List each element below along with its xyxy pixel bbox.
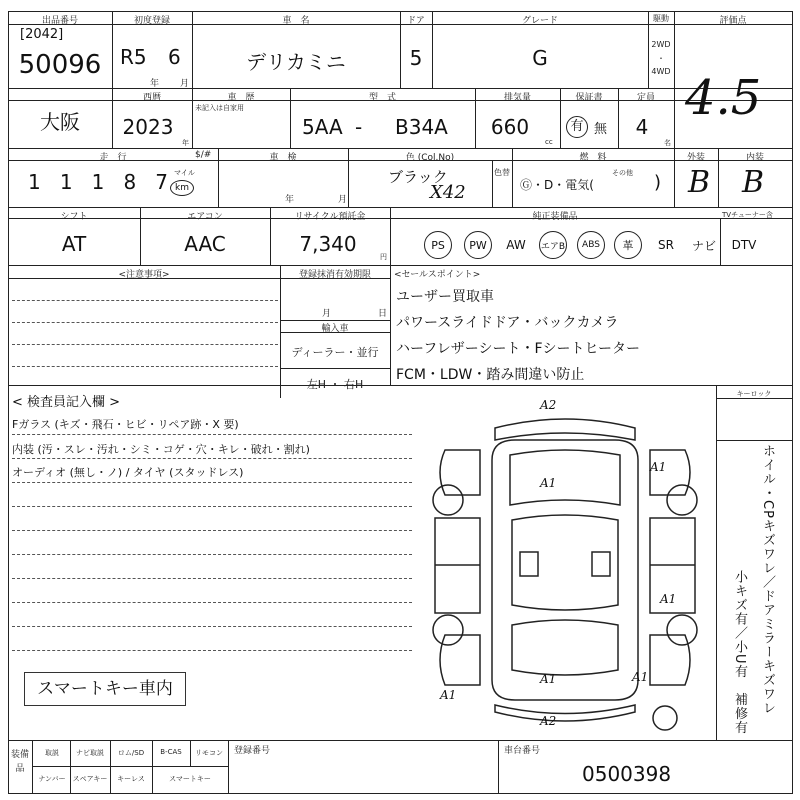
lot-sub: [2042] [20,27,64,42]
interior-label: 内装 [745,153,764,163]
mileage-digit: 1 [28,170,41,194]
car-name-label: 車 名 [282,16,310,26]
inspection-line-interior: 内装 (汚・スレ・汚れ・シミ・コゲ・穴・キレ・破れ・割れ) [12,443,310,456]
acc-number: ナンバー [38,775,66,783]
chassis-label: 車台番号 [504,746,541,756]
car-name: デリカミニ [246,50,346,74]
shift-label: シフト [60,212,88,222]
tv-tuner-label: TVチューナー含 [722,211,773,219]
reg-month: 月 [322,309,332,319]
damage-mark: A2 [540,398,557,412]
equip-navi: ナビ [691,238,716,253]
year-unit: 年 [150,79,160,89]
sales-point: ユーザー買取車 [396,289,494,305]
acc-bcas: B-CAS [160,748,182,756]
drive-label: 駆動 [653,14,669,23]
first-reg-era: R5 [120,45,147,69]
drive-2wd: 2WD [651,40,671,49]
side-remark-1: ホイル・CPキズワレ／ドアミラーキズワレ [760,444,775,715]
color-number: X42 [430,182,466,203]
handwritten-note: スマートキー車内 [24,672,186,706]
color-label: 色 (Col.No) [405,153,455,163]
eval-label: 評価点 [719,16,747,26]
side-remark-2: 小キズ有／小U有 補修有 [732,570,747,735]
first-reg-label: 初度登録 [133,16,170,26]
capacity-label: 定員 [636,93,655,103]
mileage [28,170,168,194]
fuel-options: Ⓖ・D・電気( [520,178,594,192]
door-count: 5 [409,46,423,70]
history-note: 未記入は自家用 [195,104,244,112]
displacement-label: 排気量 [503,93,531,103]
equip-aw: AW [506,238,526,252]
interior-grade: B [742,165,765,200]
type-label: 型 式 [368,93,396,103]
sales-point: ハーフレザーシート・Fシートヒーター [396,341,640,357]
cc-unit: cc [545,138,553,146]
color-change-label: 色替 [494,168,510,177]
mile-unit: マイル [174,169,195,177]
damage-mark: A2 [540,714,557,728]
km-unit: km [170,180,194,196]
reg-day: 日 [378,309,388,319]
inspection-title: < 検査員記入欄 > [12,395,121,410]
equip-sr: SR [658,238,674,252]
drive-dot: ・ [657,54,665,63]
chassis-number: 0500398 [582,762,672,786]
acc-manual: 取説 [45,749,59,757]
color: ブラック [388,168,448,186]
equip-ps: PS [422,230,454,260]
ac: AAC [184,232,226,256]
exterior-label: 外装 [686,153,705,163]
exterior-grade: B [688,165,711,200]
recycle-label: リサイクル預託金 [294,212,366,222]
acc-rom-sd: ロム/SD [117,749,145,757]
shift: AT [61,232,87,256]
type-dash: - [355,115,363,139]
recycle-fee: 7,340 [299,232,357,256]
equip-abs: ABS [574,230,608,260]
warranty-label: 保証書 [575,93,603,103]
acc-smart-key: スマートキー [169,775,211,783]
capacity-unit: 名 [664,139,671,147]
inspection-label: 車 検 [269,153,297,163]
damage-mark: A1 [632,670,649,684]
mileage-label: 走 行 [99,153,127,163]
type-prefix: 5AA [302,115,343,139]
region: 大阪 [40,110,80,134]
mileage-digit: 8 [123,170,137,194]
damage-mark: A1 [660,592,677,606]
displacement: 660 [490,115,530,139]
caution-label: <注意事項> [118,270,170,280]
import-label: 輸入車 [321,324,349,334]
keylock-label: キーロック [736,390,772,398]
lot-label: 出品番号 [41,16,78,26]
sales-point-label: <セールスポイント> [394,270,481,280]
acc-navi-manual: ナビ取説 [76,749,104,757]
accessories-label: 装備品 [10,750,29,774]
equip-leather: 革 [612,230,644,260]
equip-airbag: エアB [536,230,570,260]
sales-point: パワースライドドア・バックカメラ [396,315,619,331]
acc-remote: リモコン [195,749,223,757]
grade-label: グレード [521,16,558,26]
sales-point: FCM・LDW・踏み間違い防止 [396,367,585,383]
car-damage-diagram [420,400,710,735]
acc-keyless: キーレス [117,775,145,783]
damage-mark: A1 [440,688,457,702]
inspection-line-audio: オーディオ (無し・ノ) / タイヤ (スタッドレス) [12,466,244,479]
import-dealer: ディーラー・並行 [291,346,379,359]
type-code: B34A [395,115,448,139]
capacity: 4 [635,115,649,139]
month-unit: 月 [180,79,190,89]
mileage-digit: 7 [155,170,168,194]
equip-dtv: DTV [731,238,757,252]
eval-score: 4.5 [685,70,762,126]
fuel-other: その他 [612,169,633,177]
mileage-digit: 1 [59,170,73,194]
drive-4wd: 4WD [651,67,671,76]
inspection-line-glass: Fガラス (キズ・飛石・ヒビ・リペア跡・X 要) [12,418,239,431]
mileage-digit: 1 [91,170,105,194]
lot-number: 50096 [18,50,102,80]
ins-month-unit: 月 [338,195,348,205]
fuel-label: 燃 料 [579,153,607,163]
model-year-unit: 年 [182,139,189,147]
odo-label: $/# [195,150,212,160]
damage-mark: A1 [540,672,557,686]
acc-spare-key: スペアキー [72,775,108,783]
ins-year-unit: 年 [285,195,295,205]
equip-pw: PW [462,230,494,260]
damage-mark: A1 [650,460,667,474]
grade: G [532,46,548,70]
damage-mark: A1 [540,476,557,490]
yen-unit: 円 [380,253,387,261]
import-steering: 左H ・ 右H [306,378,364,391]
door-label: ドア [407,16,425,26]
model-year: 2023 [122,115,174,139]
equipment-label: 純正装備品 [532,212,578,222]
registration-label: 登録番号 [234,746,271,756]
first-reg-month: 6 [168,45,181,69]
reg-expiry-label: 登録抹消有効期限 [298,270,371,280]
history-label: 車 歴 [227,93,255,103]
model-year-label: 西暦 [142,93,161,103]
ac-label: エアコン [187,212,223,222]
warranty-no: 無 [594,122,608,137]
warranty-yes: 有 [566,116,588,138]
fuel-close: ) [654,172,662,193]
